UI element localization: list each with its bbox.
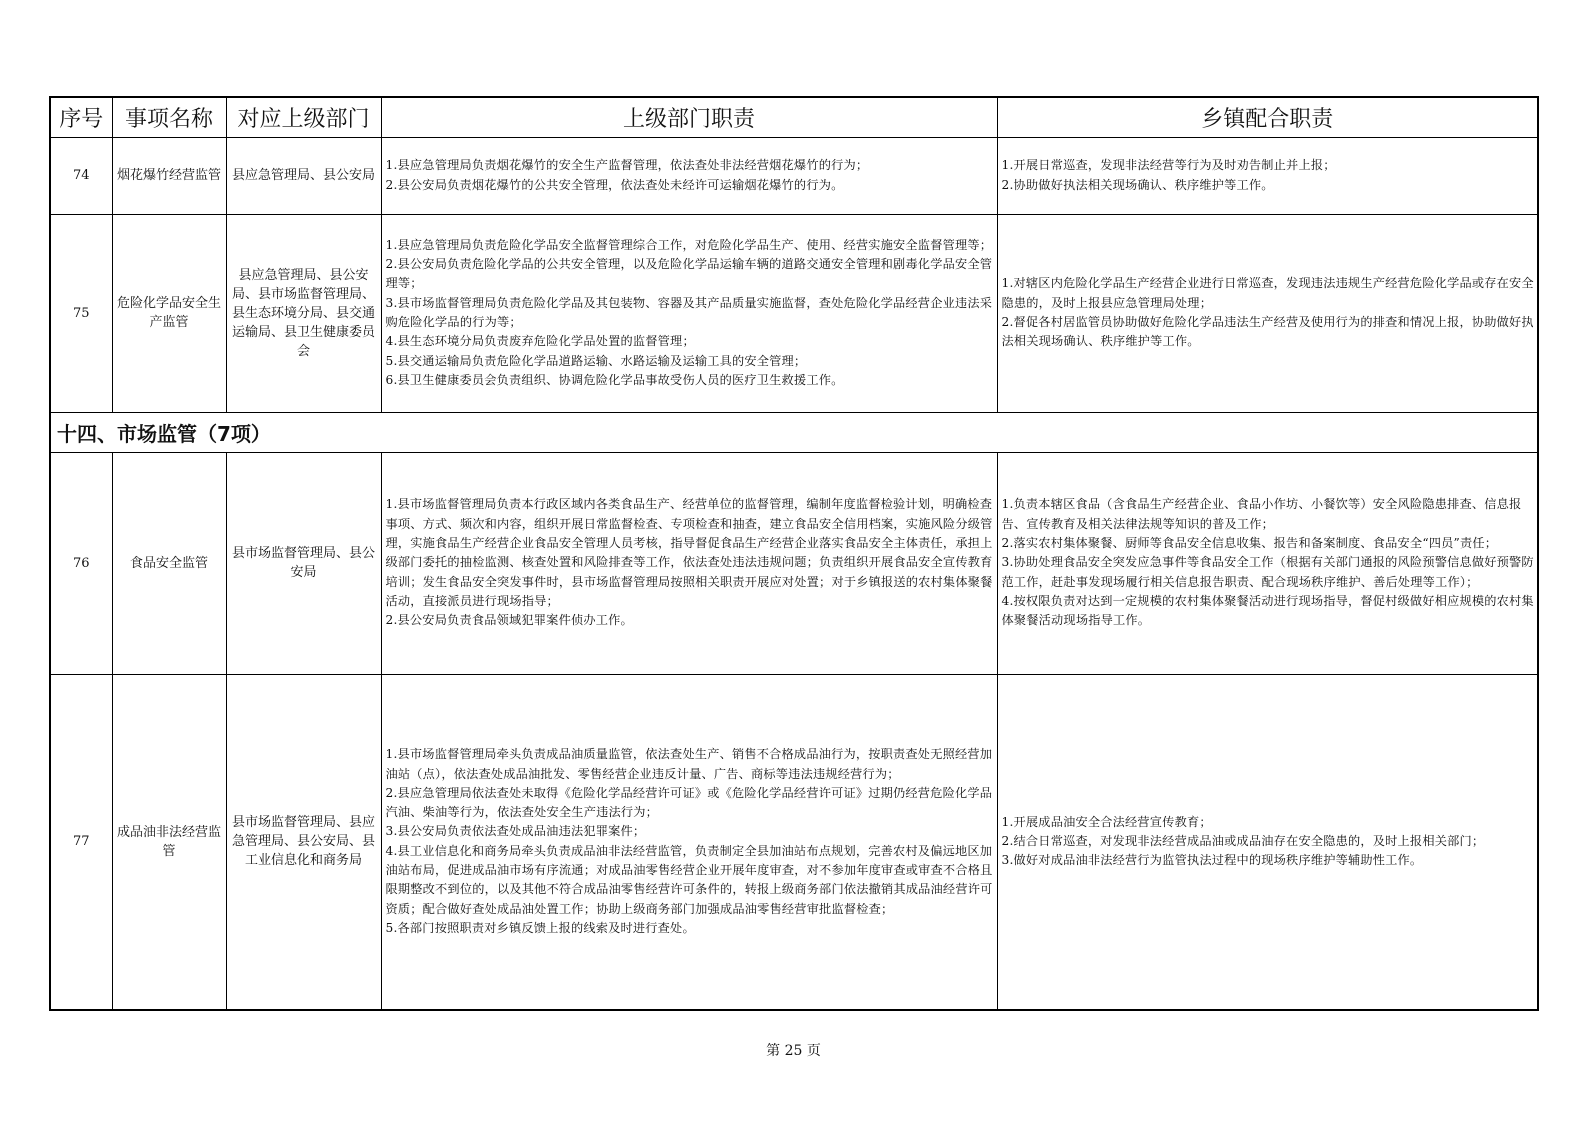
row-seq: 76: [50, 452, 112, 674]
town-duty-item: 3.协助处理食品安全突发应急事件等食品安全工作（根据有关部门通报的风险预警信息做好预警防范工作，赶赴事发现场履行相关信息报告职责、配合现场秩序维护、善后处理等工作）；: [1001, 555, 1534, 589]
town-duty-item: 1.开展成品油安全合法经营宣传教育；: [1001, 814, 1212, 829]
page-number: 第 25 页: [766, 1043, 821, 1059]
town-duty-item: 2.协助做好执法相关现场确认、秩序维护等工作。: [1001, 177, 1274, 192]
table-row: [50, 452, 1538, 674]
upper-duty-item: 5.各部门按照职责对乡镇反馈上报的线索及时进行查处。: [385, 920, 695, 935]
town-duty-item: 2.落实农村集体聚餐、厨师等食品安全信息收集、报告和备案制度、食品安全“四员”责任；: [1001, 536, 1498, 551]
town-duty-item: 2.结合日常巡查，对发现非法经营成品油或成品油存在安全隐患的，及时上报相关部门；: [1001, 834, 1485, 849]
header-upper-duty: 上级部门职责: [381, 97, 997, 137]
row-upper-dept: 县市场监督管理局、县应急管理局、县公安局、县工业信息化和商务局: [226, 674, 381, 1010]
section-heading-row: [50, 412, 1538, 452]
upper-duty-item: 2.县公安局负责食品领域犯罪案件侦办工作。: [385, 613, 633, 628]
row-upper-dept: 县应急管理局、县公安局: [226, 137, 381, 214]
row-item-name: 危险化学品安全生产监管: [112, 214, 226, 412]
upper-duty-item: 6.县卫生健康委员会负责组织、协调危险化学品事故受伤人员的医疗卫生救援工作。: [385, 372, 844, 387]
upper-duty-item: 5.县交通运输局负责危险化学品道路运输、水路运输及运输工具的安全管理；: [385, 353, 807, 368]
upper-duty-item: 3.县公安局负责依法查处成品油违法犯罪案件；: [385, 824, 646, 839]
row-town-duty: [997, 452, 1538, 674]
row-upper-duty: [381, 452, 997, 674]
row-upper-dept: 县市场监督管理局、县公安局: [226, 452, 381, 674]
row-item-name: 成品油非法经营监管: [112, 674, 226, 1010]
header-upper-dept: 对应上级部门: [226, 97, 381, 137]
upper-duty-item: 3.县市场监督管理局负责危险化学品及其包装物、容器及其产品质量实施监督，查处危险化学品经营企业违法采购危险化学品的行为等；: [385, 295, 993, 329]
row-town-duty: [997, 214, 1538, 412]
town-duty-item: 1.开展日常巡查，发现非法经营等行为及时劝告制止并上报；: [1001, 158, 1336, 173]
row-upper-duty: [381, 214, 997, 412]
header-seq: 序号: [50, 97, 112, 137]
upper-duty-item: 2.县公安局负责烟花爆竹的公共安全管理，依法查处未经许可运输烟花爆竹的行为。: [385, 177, 844, 192]
row-seq: 77: [50, 674, 112, 1010]
row-upper-duty: [381, 674, 997, 1010]
town-duty-item: 1.负责本辖区食品（含食品生产经营企业、食品小作坊、小餐饮等）安全风险隐患排查、信息报告、宣传教育及相关法律法规等知识的普及工作；: [1001, 497, 1522, 531]
table-row: [50, 674, 1538, 1010]
upper-duty-item: 1.县市场监督管理局负责本行政区域内各类食品生产、经营单位的监督管理，编制年度监督检验计划，明确检查事项、方式、频次和内容，组织开展日常监督检查、专项检查和抽查，建立食品安全信用档案，实施风险分级管理，实施食品生产经营企业食品安全管理人员考核，指导督促食品生产经营企业落实食品安全主体责任，承担上级部门委托的抽检监测、核查处置和风险排查等工作，依法查处违法违规问题；负责组织开展食品安全宣传教育培训；发生食品安全突发事件时，县市场监督管理局按照相关职责开展应对处置；对于乡镇报送的农村集体聚餐活动，直接派员进行现场指导；: [385, 497, 993, 608]
upper-duty-item: 2.县应急管理局依法查处未取得《危险化学品经营许可证》或《危险化学品经营许可证》过期仍经营危险化学品汽油、柴油等行为，依法查处安全生产违法行为；: [385, 785, 993, 820]
town-duty-item: 3.做好对成品油非法经营行为监管执法过程中的现场秩序维护等辅助性工作。: [1001, 853, 1423, 868]
table-body: [50, 137, 1538, 1010]
row-item-name: 烟花爆竹经营监管: [112, 137, 226, 214]
town-duty-item: 2.督促各村居监管员协助做好危险化学品违法生产经营及使用行为的排查和情况上报，协助做好执法相关现场确认、秩序维护等工作。: [1001, 315, 1534, 349]
header-item-name: 事项名称: [112, 97, 226, 137]
upper-duty-item: 4.县生态环境分局负责废弃危险化学品处置的监督管理；: [385, 334, 695, 349]
row-upper-duty: [381, 137, 997, 214]
header-town-duty: 乡镇配合职责: [997, 97, 1538, 137]
row-upper-dept: 县应急管理局、县公安局、县市场监督管理局、县生态环境分局、县交通运输局、县卫生健康委员会: [226, 214, 381, 412]
table-row: [50, 137, 1538, 214]
upper-duty-item: 1.县市场监督管理局牵头负责成品油质量监管，依法查处生产、销售不合格成品油行为，按职责查处无照经营加油站（点），依法查处成品油批发、零售经营企业违反计量、广告、商标等违法违规经营行为；: [385, 747, 993, 781]
upper-duty-item: 1.县应急管理局负责危险化学品安全监督管理综合工作，对危险化学品生产、使用、经营实施安全监督管理等；: [385, 237, 993, 252]
town-duty-item: 4.按权限负责对达到一定规模的农村集体聚餐活动进行现场指导，督促村级做好相应规模的农村集体聚餐活动现场指导工作。: [1001, 593, 1534, 628]
table-header-row: [50, 97, 1538, 137]
town-duty-item: 1.对辖区内危险化学品生产经营企业进行日常巡查，发现违法违规生产经营危险化学品或存在安全隐患的，及时上报县应急管理局处理；: [1001, 276, 1534, 310]
section-title: 十四、市场监管（7项）: [50, 412, 1538, 452]
table-row: [50, 214, 1538, 412]
row-item-name: 食品安全监管: [112, 452, 226, 674]
duty-table: [49, 96, 1539, 1011]
row-seq: 74: [50, 137, 112, 214]
row-town-duty: [997, 674, 1538, 1010]
upper-duty-item: 4.县工业信息化和商务局牵头负责成品油非法经营监管，负责制定全县加油站布点规划，完善农村及偏远地区加油站布局，促进成品油市场有序流通；对成品油零售经营企业开展年度审查，对不参加年度审查或审查不合格且限期整改不到位的，以及其他不符合成品油零售经营许可条件的，转报上级商务部门依法撤销其成品油经营许可资质；配合做好查处成品油处置工作；协助上级商务部门加强成品油零售经营审批监督检查；: [385, 843, 993, 916]
row-town-duty: [997, 137, 1538, 214]
row-seq: 75: [50, 214, 112, 412]
upper-duty-item: 1.县应急管理局负责烟花爆竹的安全生产监督管理，依法查处非法经营烟花爆竹的行为；: [385, 158, 869, 173]
upper-duty-item: 2.县公安局负责危险化学品的公共安全管理，以及危险化学品运输车辆的道路交通安全管理和剧毒化学品安全管理等；: [385, 257, 993, 291]
